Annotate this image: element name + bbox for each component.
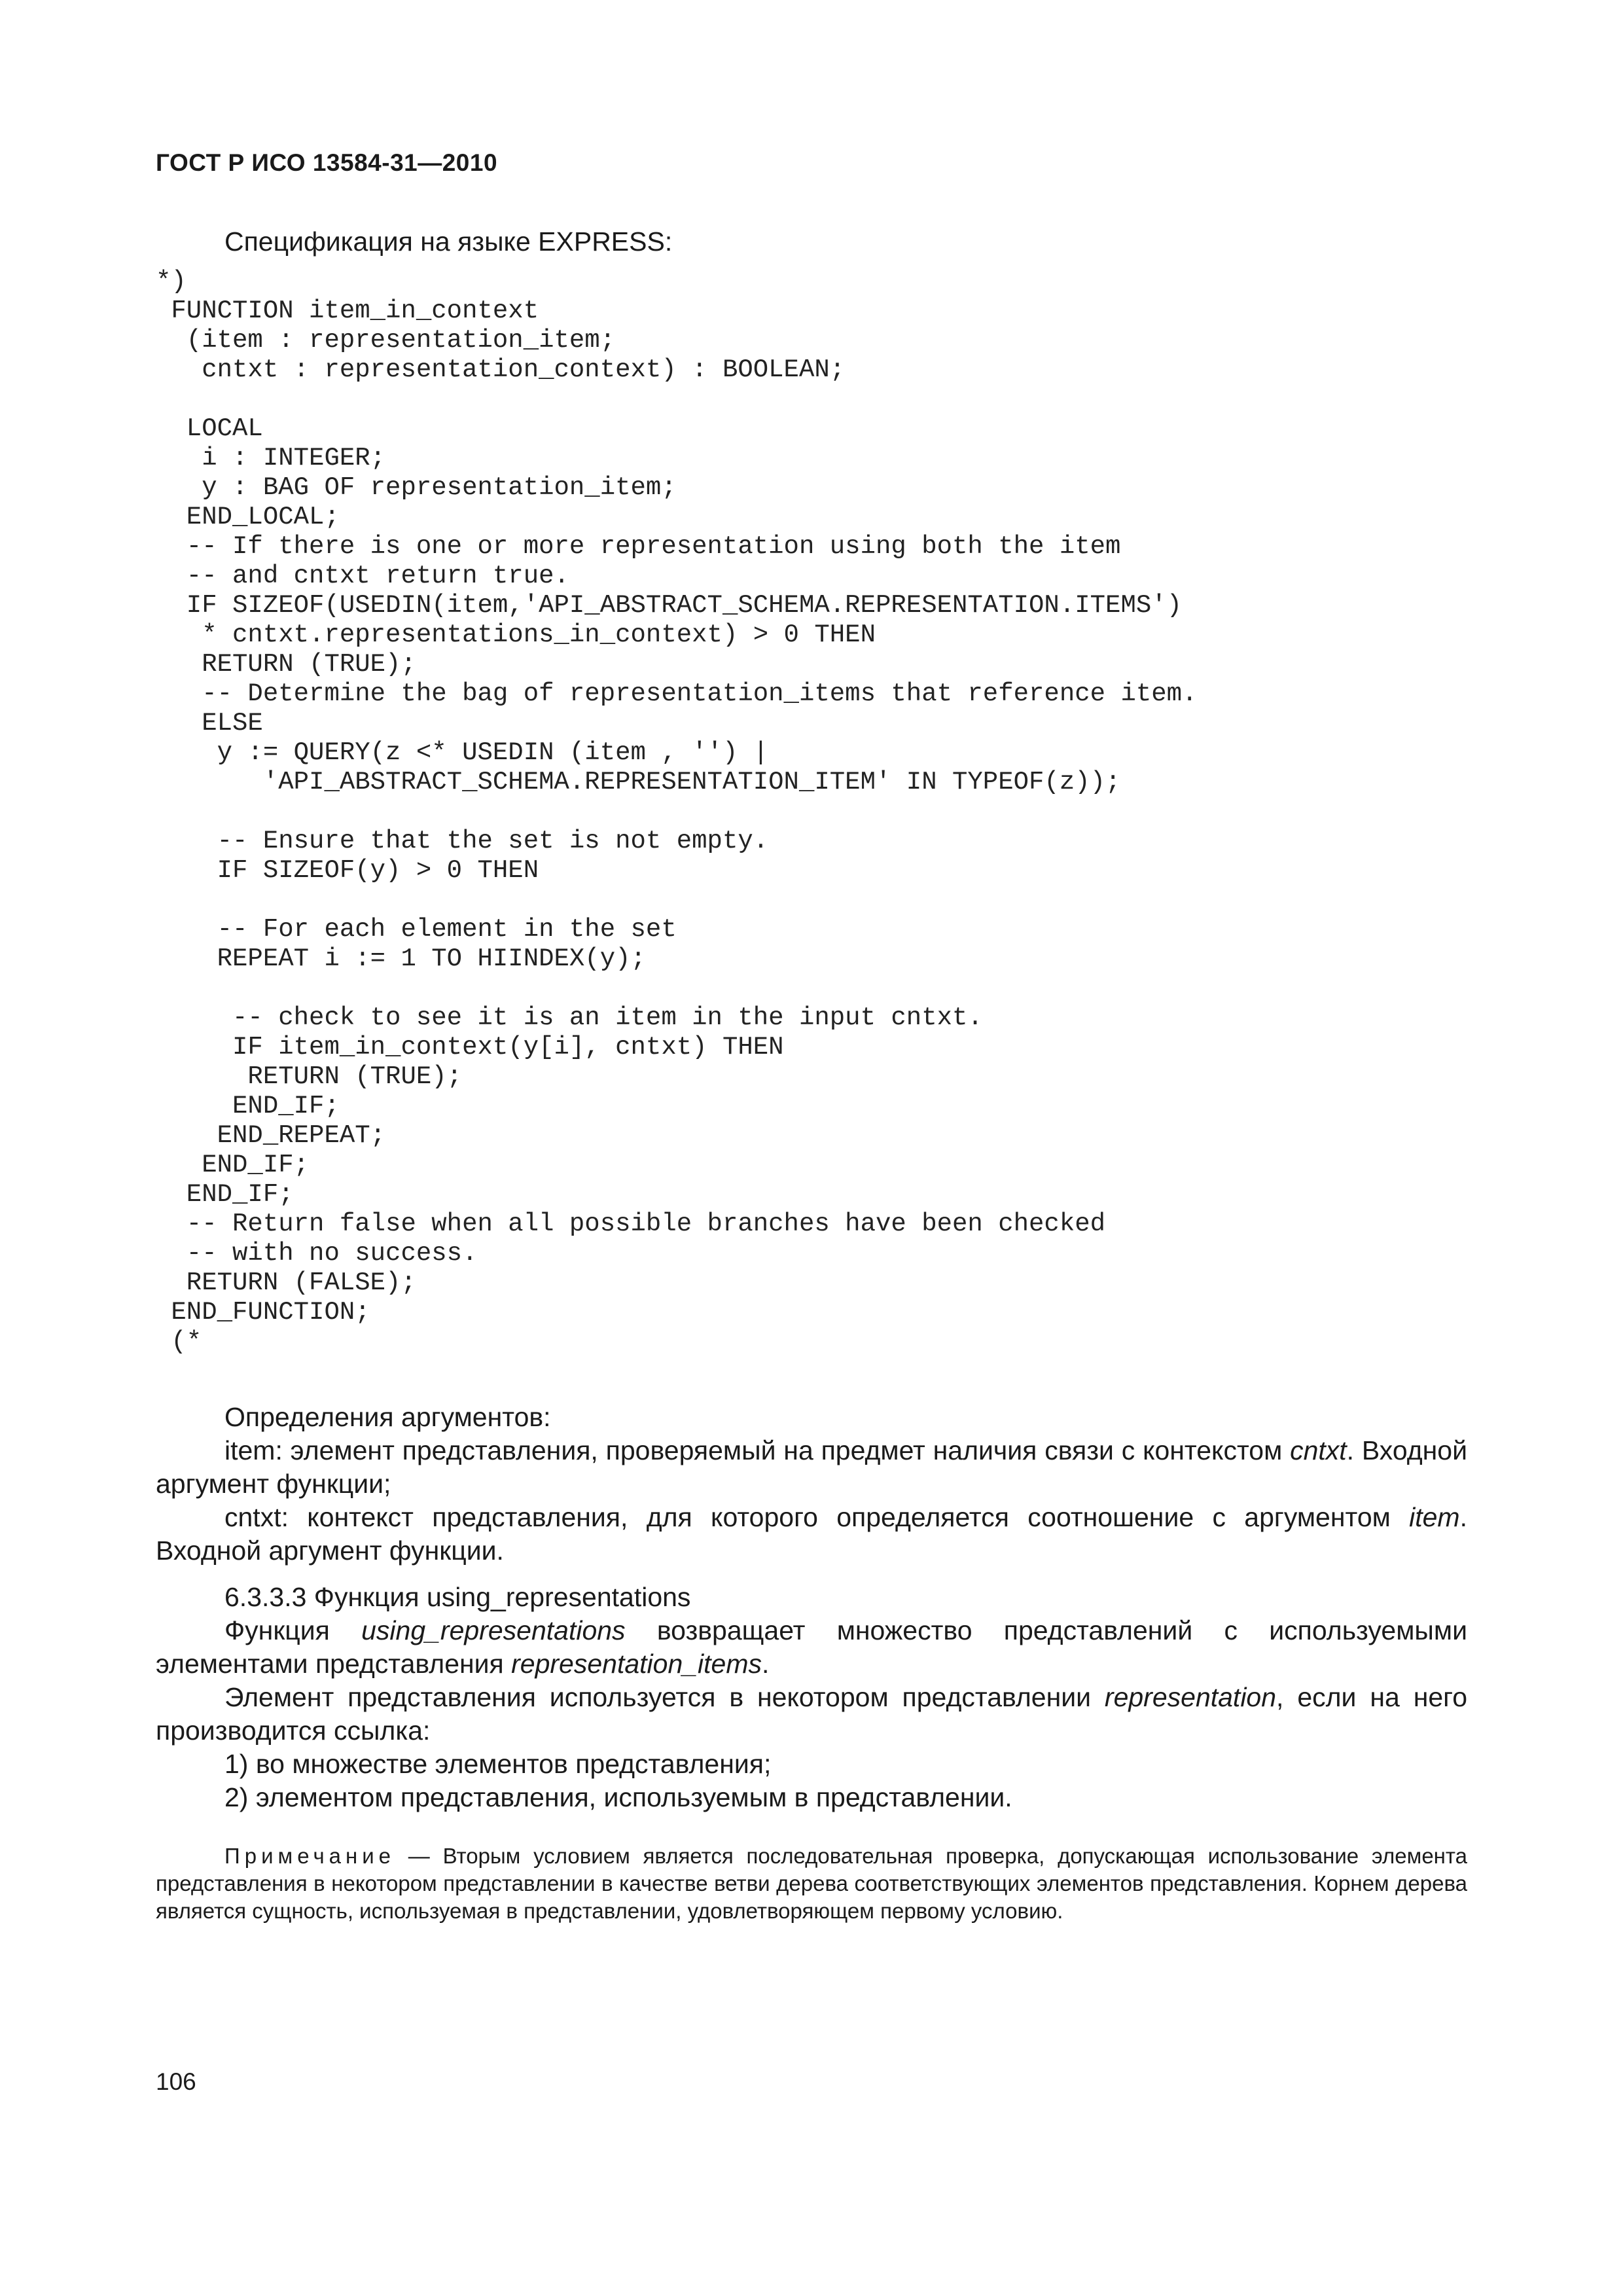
note-text: Вторым условием является последовательная проверка, допускающая использование элемента представления в некотором представлении в качестве ветви дерева соответствующих элементов представления. Корнем дерева является сущность, используемая в представлении, удовлетворяющем первому условию.: [156, 1844, 1467, 1923]
section-p2-end: , если на него производится ссылка:: [156, 1682, 1467, 1746]
code-line: -- with no success.: [156, 1239, 478, 1268]
section-p1-function-name: using_representations: [361, 1615, 626, 1645]
code-line: RETURN (TRUE);: [156, 650, 416, 679]
argument-cntxt-ref: item: [1409, 1502, 1460, 1532]
code-line: (*: [156, 1327, 202, 1356]
argument-cntxt: [156, 1501, 1467, 1568]
arguments-title: Определения аргументов:: [224, 1402, 551, 1432]
section-p2-start: Элемент представления используется в некотором представлении: [224, 1682, 1105, 1712]
code-line: END_IF;: [156, 1092, 340, 1121]
code-line: -- Ensure that the set is not empty.: [156, 827, 769, 855]
code-line: -- If there is one or more representation using both the item: [156, 532, 1121, 561]
express-spec-title: Спецификация на языке EXPRESS:: [224, 226, 673, 257]
page-header: ГОСТ Р ИСО 13584-31—2010: [156, 149, 498, 176]
arguments-section: [156, 1401, 1467, 1814]
code-line: IF SIZEOF(y) > 0 THEN: [156, 856, 539, 885]
list-item-2: 2) элементом представления, используемым в представлении.: [224, 1782, 1012, 1812]
section-p2-representation: representation: [1104, 1682, 1277, 1712]
code-line: [156, 385, 1197, 414]
code-line: cntxt : representation_context) : BOOLEAN;: [156, 355, 846, 384]
note-label: Примечание: [224, 1844, 396, 1868]
code-line: -- Return false when all possible branches have been checked: [156, 1210, 1106, 1238]
code-line: FUNCTION item_in_context: [156, 296, 539, 325]
section-p1-end: .: [762, 1649, 770, 1679]
code-line: * cntxt.representations_in_context) > 0 THEN: [156, 620, 876, 649]
argument-item: [156, 1434, 1467, 1501]
list-item-1: 1) во множестве элементов представления;: [224, 1749, 772, 1779]
argument-item-text: : элемент представления, проверяемый на предмет наличия связи с контекстом: [275, 1435, 1291, 1465]
code-line: y := QUERY(z <* USEDIN (item , '') |: [156, 738, 769, 767]
code-line: y : BAG OF representation_item;: [156, 473, 677, 502]
code-line: i : INTEGER;: [156, 444, 386, 473]
code-line: -- and cntxt return true.: [156, 562, 569, 590]
argument-item-tail: . Входной аргумент функции;: [156, 1435, 1467, 1499]
code-line: -- Determine the bag of representation_items that reference item.: [156, 679, 1198, 708]
code-line: END_IF;: [156, 1180, 294, 1209]
code-line: ELSE: [156, 709, 263, 738]
express-code-block: [156, 267, 1197, 1357]
section-paragraph-1: [156, 1614, 1467, 1681]
argument-cntxt-name: cntxt: [224, 1502, 281, 1532]
code-line: END_REPEAT;: [156, 1121, 386, 1150]
section-heading: 6.3.3.3 Функция using_representations: [224, 1582, 691, 1612]
code-line: END_FUNCTION;: [156, 1298, 370, 1327]
argument-item-name: item: [224, 1435, 276, 1465]
code-line: RETURN (TRUE);: [156, 1062, 463, 1091]
code-line: [156, 886, 1197, 915]
code-line: -- check to see it is an item in the input cntxt.: [156, 1003, 983, 1032]
argument-cntxt-text: : контекст представления, для которого определяется соотношение с аргументом: [281, 1502, 1410, 1532]
note-block: [156, 1842, 1467, 1925]
code-line: [156, 797, 1197, 827]
code-line: (item : representation_item;: [156, 326, 616, 355]
code-line: END_IF;: [156, 1151, 310, 1179]
code-line: 'API_ABSTRACT_SCHEMA.REPRESENTATION_ITEM' IN TYPEOF(z));: [156, 768, 1121, 797]
code-line: [156, 974, 1197, 1003]
page-number: 106: [156, 2068, 196, 2095]
code-line: IF SIZEOF(USEDIN(item,'API_ABSTRACT_SCHEMA.REPRESENTATION.ITEMS'): [156, 591, 1183, 620]
code-line: IF item_in_context(y[i], cntxt) THEN: [156, 1033, 784, 1062]
code-line: END_LOCAL;: [156, 503, 340, 531]
code-line: -- For each element in the set: [156, 915, 677, 944]
section-paragraph-2: [156, 1681, 1467, 1748]
code-line: LOCAL: [156, 414, 263, 443]
section-p1-mid: возвращает множество представлений с используемыми элементами представления: [156, 1615, 1467, 1679]
code-line: RETURN (FALSE);: [156, 1268, 416, 1297]
section-p1-items: representation_items: [511, 1649, 762, 1679]
code-line: REPEAT i := 1 TO HIINDEX(y);: [156, 944, 646, 973]
code-line: *): [156, 267, 187, 296]
argument-cntxt-tail: . Входной аргумент функции.: [156, 1502, 1467, 1566]
argument-item-ref: cntxt: [1290, 1435, 1347, 1465]
section-p1-start: Функция: [224, 1615, 362, 1645]
note-dash: —: [395, 1844, 443, 1868]
